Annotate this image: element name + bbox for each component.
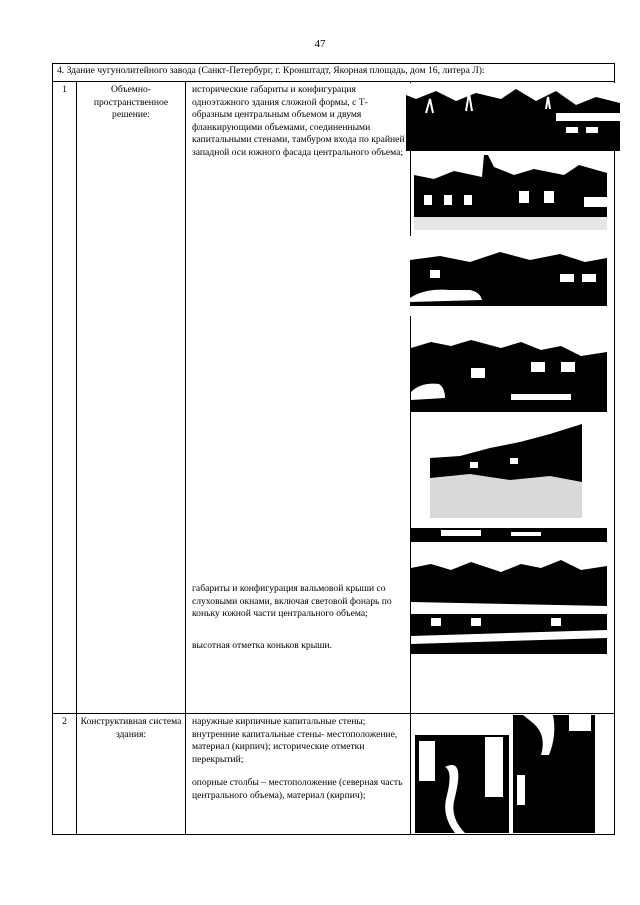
section-heading-row: [53, 64, 615, 82]
row-label: Конструктивная система здания:: [77, 714, 186, 835]
interior-photo: [415, 727, 509, 833]
photo-column: [411, 82, 615, 714]
row-number: 2: [53, 714, 77, 835]
building-photo: [406, 83, 620, 151]
description-paragraph: габариты и конфигурация вальмовой крыши со слуховыми окнами, включая световой фонарь по коньку южной части центрального объема;: [192, 583, 392, 619]
building-photo: [430, 418, 582, 518]
building-photo: [411, 554, 607, 654]
row-number: 1: [53, 82, 77, 714]
row-description: [186, 714, 411, 835]
section-heading: 4. Здание чугунолитейного завода (Санкт-Петербург, г. Кронштадт, Якорная площадь, дом 16, литера Л):: [53, 64, 615, 82]
building-photo: [410, 236, 607, 316]
table-row: [53, 714, 615, 835]
row-description: [186, 82, 411, 714]
building-photo: [414, 155, 607, 230]
table-row: [53, 82, 615, 714]
description-paragraph: высотная отметка коньков крыши.: [192, 639, 333, 651]
building-photo: [411, 332, 607, 412]
row-label: Объемно-пространственное решение:: [77, 82, 186, 714]
description-paragraph: опорные столбы – местоположение (северная часть центрального объема), материал (кирпич);: [192, 777, 403, 801]
interior-photo: [513, 715, 595, 833]
description-paragraph: исторические габариты и конфигурация одноэтажного здания сложной формы, с Т-образным центральным объемом и двумя фланкирующими объемами, соединенными капитальными стенами, тамбуром входа по крайней западной оси южного фасада центрального объема;: [192, 84, 405, 158]
photo-column: [411, 714, 615, 835]
building-photo: [411, 520, 607, 542]
page-number: 47: [314, 38, 326, 50]
description-paragraph: наружные кирпичные капитальные стены; внутренние капитальные стены- местоположение, материал (кирпич); исторические отметки перекрытий;: [192, 716, 398, 765]
protected-features-table: [52, 63, 615, 835]
